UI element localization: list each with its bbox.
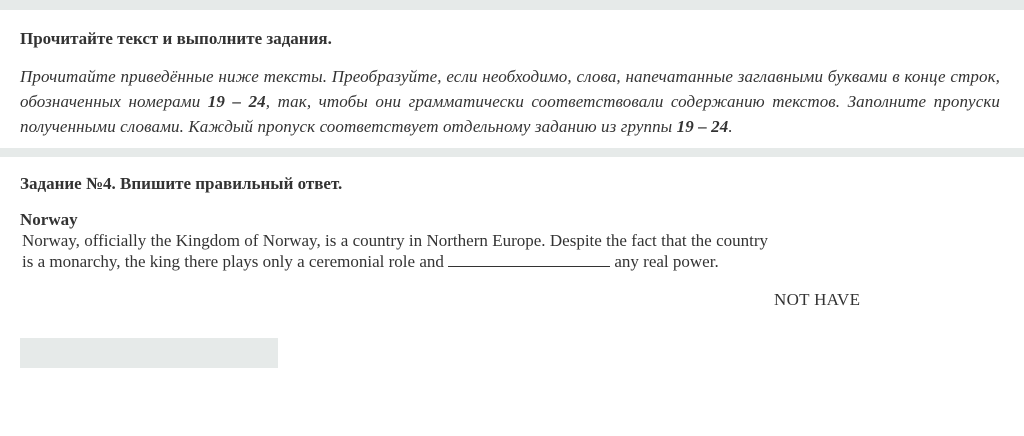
instructions-section [0,28,1024,139]
passage-text [22,230,768,272]
instructions-title: Прочитайте текст и выполните задания. [20,29,332,48]
instructions-range-1: 19 – 24 [207,92,266,111]
task-title: Задание №4. Впишите правильный ответ. [20,174,343,193]
task-section [0,173,1024,318]
instructions-range-2: 19 – 24 [676,117,729,136]
section-divider [0,148,1024,157]
instructions-text-1: Прочитайте приведённые ниже тексты. Преобразуйте, если необходимо, слова, напечатанные заглавными буквами в конце строк, обозначенных номерами [20,67,1000,111]
text-title: Norway [20,210,78,229]
passage-after-gap: any real power. [610,252,719,271]
task-row [20,230,1000,318]
instructions-body [20,64,1000,139]
answer-input[interactable] [20,338,278,368]
instructions-text-3: . [728,117,733,136]
keyword-to-transform: NOT HAVE [774,290,861,309]
instructions-text-2: , так, чтобы они грамматически соответствовали содержанию текстов. Заполните пропуски полученными словами. Каждый пропуск соответствует отдельному заданию из группы [20,92,1000,136]
top-divider-bar [0,0,1024,10]
passage-before-gap: Norway, officially the Kingdom of Norway, is a country in Northern Europe. Despite the fact that the country is a monarchy, the king there plays only a ceremonial role and [22,231,768,271]
gap-blank [448,251,610,267]
